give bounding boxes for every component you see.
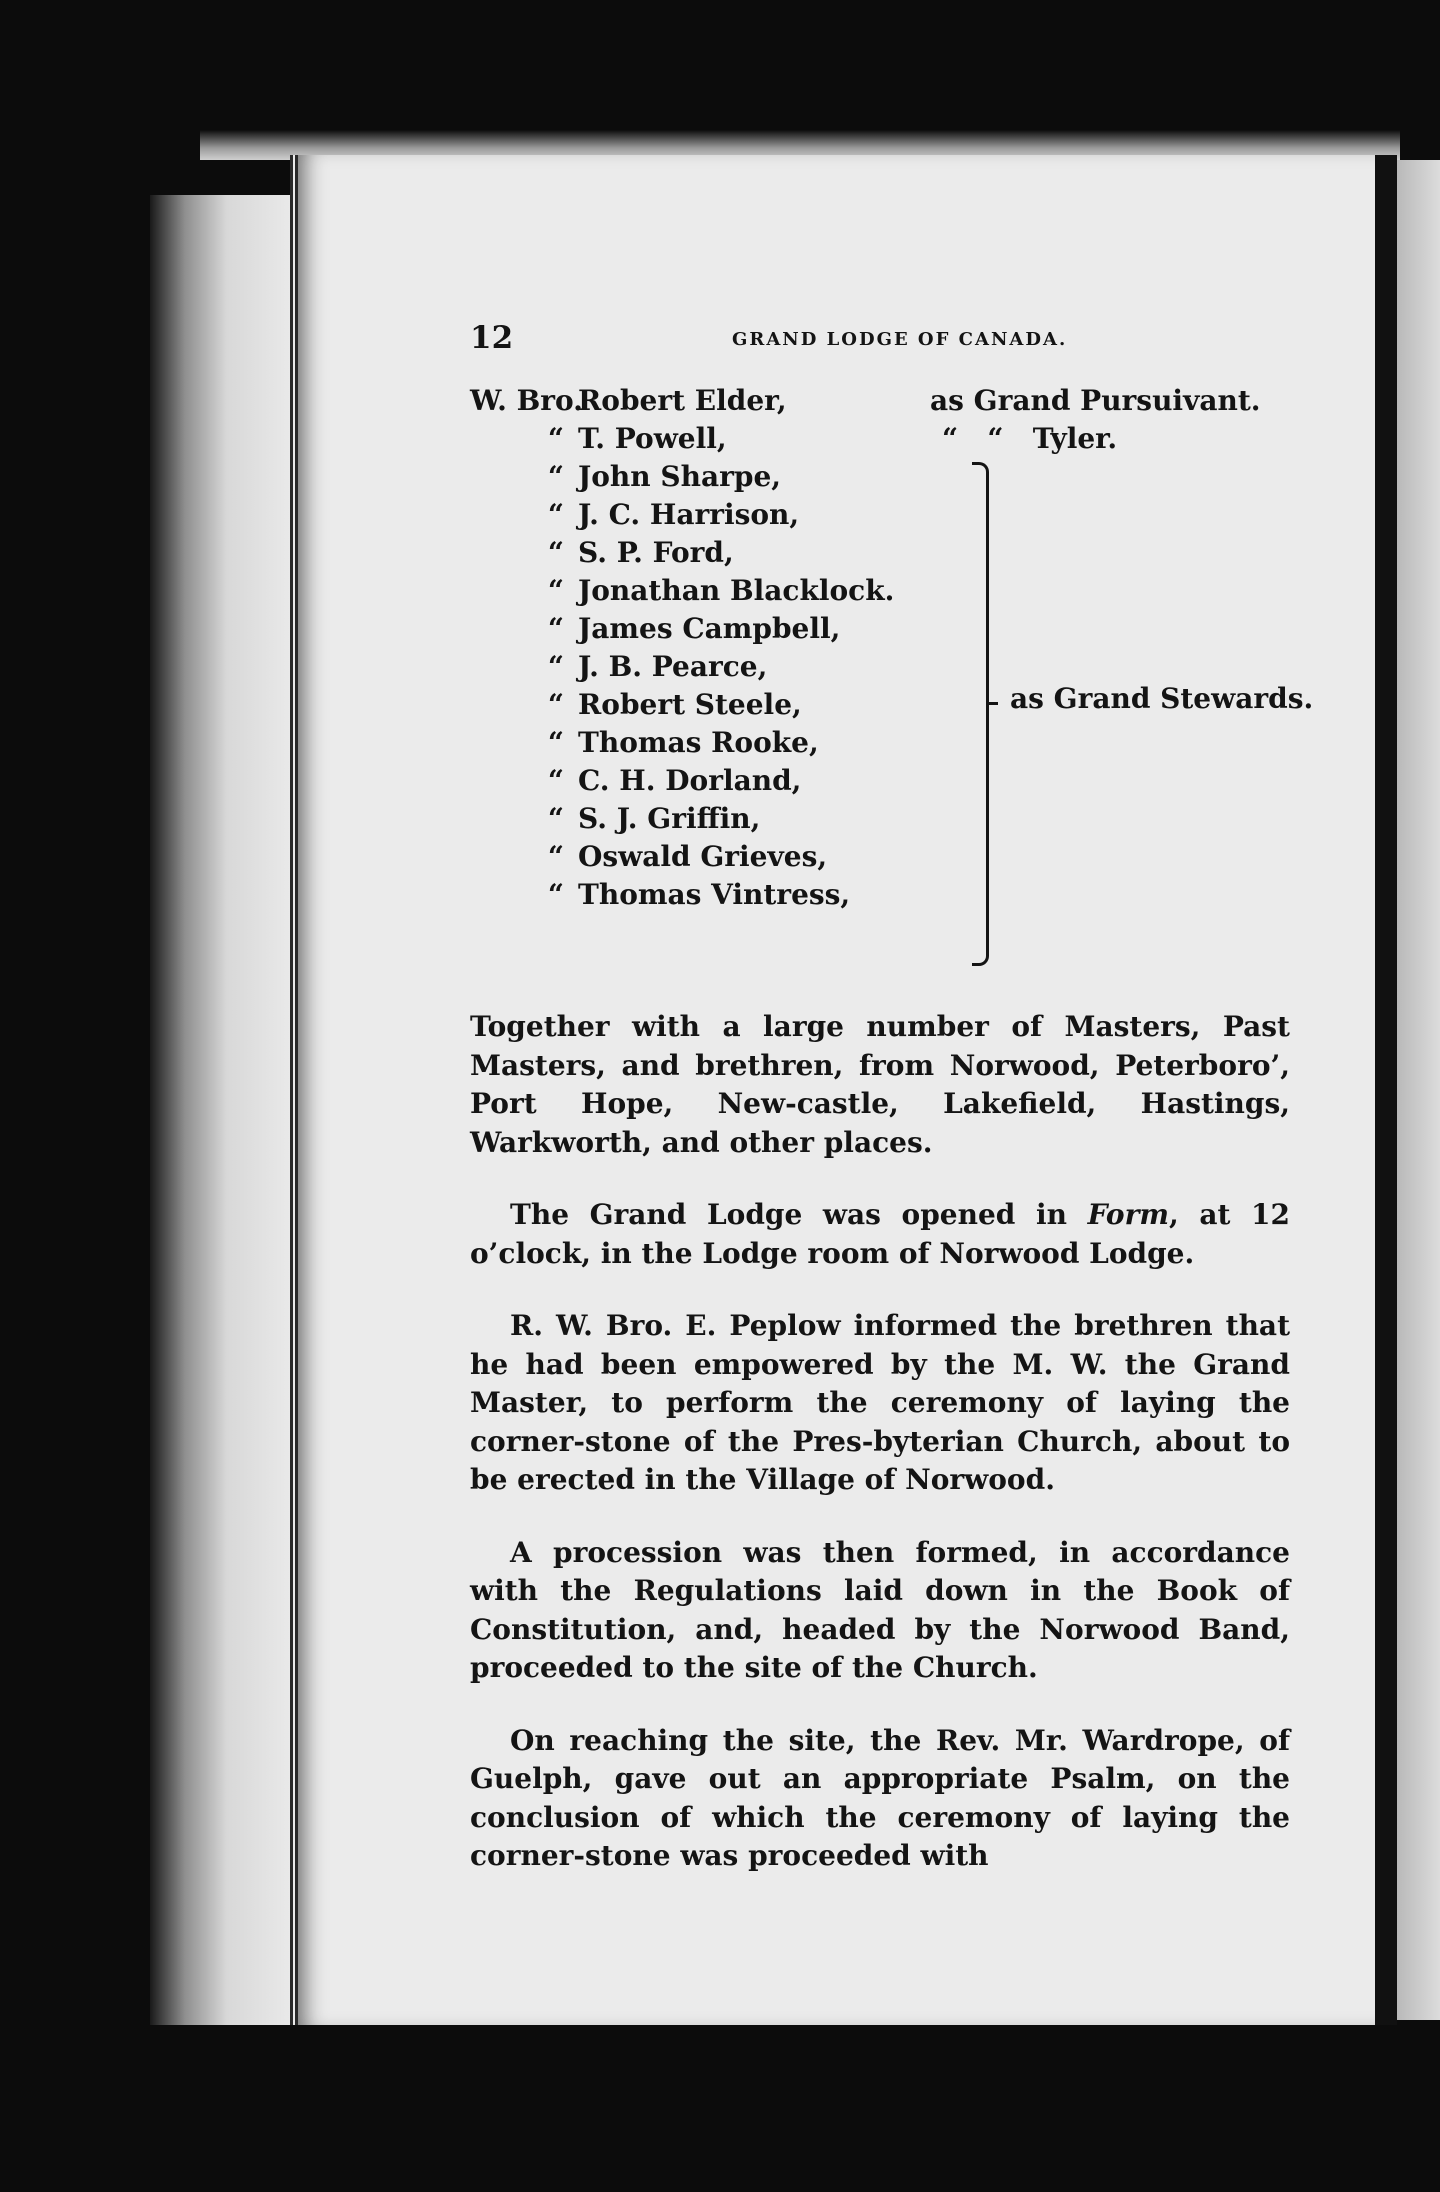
officer-row: “ S. P. Ford,	[547, 536, 734, 569]
paragraph-procession: A procession was then formed, in accordance with the Regulations laid down in the Book of Constitution, and, headed by the Norwood Band, proceeded to the site of the Church.	[470, 1535, 1290, 1684]
form-word: Form	[1087, 1198, 1169, 1231]
paragraph-attendance: Together with a large number of Masters, Past Masters, and brethren, from Norwood, Peterboro’, Port Hope, New-castle, Lakefield, Hastings, Warkworth, and other places.	[470, 1010, 1290, 1159]
officer-row: W. Bro.Robert Elder,	[470, 384, 787, 417]
book-binding-edge	[150, 195, 290, 2025]
role-grand-stewards: as Grand Stewards.	[1010, 682, 1314, 715]
officer-row: “ James Campbell,	[547, 612, 841, 645]
paragraph-opening: The Grand Lodge was opened in Form, at 12 o’clock, in the Lodge room of Norwood Lodge.	[470, 1198, 1290, 1270]
stewards-brace	[972, 462, 989, 966]
page-content	[470, 320, 1314, 1910]
officer-row: “ Thomas Vintress,	[547, 878, 851, 911]
officer-row: “ Jonathan Blacklock.	[547, 574, 895, 607]
page-right-shadow	[1375, 155, 1397, 2025]
stewards-brace-point	[986, 702, 998, 705]
officer-row: “ J. C. Harrison,	[547, 498, 800, 531]
paragraph-site: On reaching the site, the Rev. Mr. Wardrope, of Guelph, gave out an appropriate Psalm, on the conclusion of which the ceremony of laying the corner-stone was proceeded with	[470, 1723, 1290, 1872]
page-number: 12	[470, 320, 514, 356]
officer-row: “ J. B. Pearce,	[547, 650, 768, 683]
paragraph-peplow: R. W. Bro. E. Peplow informed the brethren that he had been empowered by the M. W. the Grand Master, to perform the ceremony of laying the corner-stone of the Pres-byterian Church, about to be erected in the Village of Norwood.	[470, 1309, 1290, 1496]
officer-row: “ Robert Steele,	[547, 688, 802, 721]
officer-row: “ C. H. Dorland,	[547, 764, 802, 797]
officer-row: “ S. J. Griffin,	[547, 802, 761, 835]
officer-row: “ Oswald Grieves,	[547, 840, 828, 873]
role-grand-pursuivant: as Grand Pursuivant.	[930, 384, 1261, 417]
officer-row: “ John Sharpe,	[547, 460, 781, 493]
officer-row: “ T. Powell,	[547, 422, 727, 455]
officer-list	[470, 384, 1314, 1004]
running-head	[470, 320, 1290, 366]
officer-row: “ Thomas Rooke,	[547, 726, 819, 759]
running-title: GRAND LODGE OF CANADA.	[732, 329, 1068, 350]
facing-page-edge	[1397, 160, 1440, 2020]
role-tyler: “ “ Tyler.	[942, 422, 1118, 455]
